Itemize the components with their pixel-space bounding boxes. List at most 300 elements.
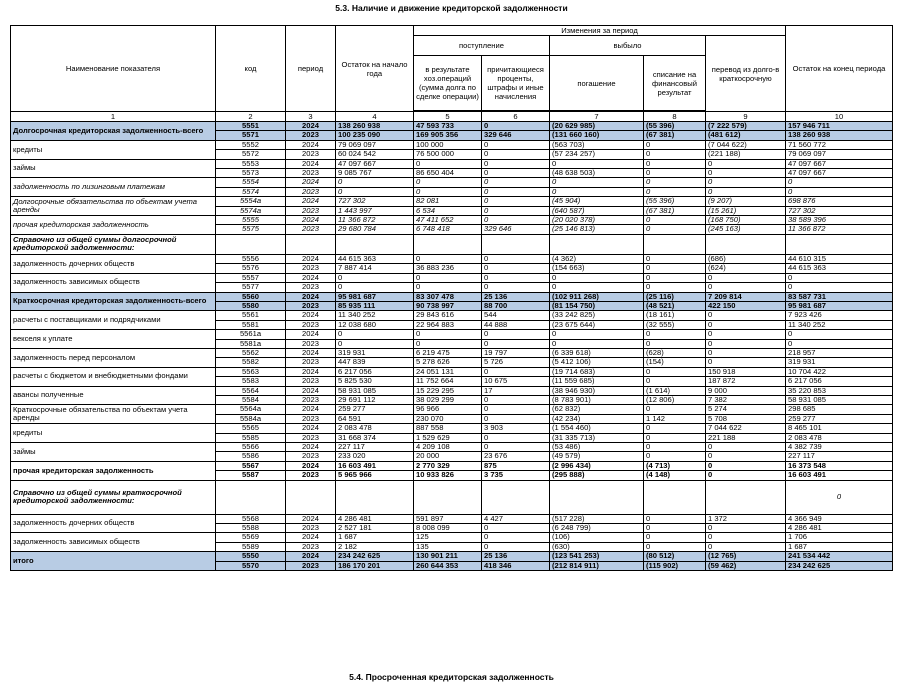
writeoff-cell: (55 396) <box>644 197 706 206</box>
start-balance-cell: 259 277 <box>336 405 414 414</box>
header-name: Наименование показателя <box>11 26 216 112</box>
repayment-cell: (19 714 683) <box>550 367 644 376</box>
period-cell: 2024 <box>286 273 336 282</box>
code-cell: 5569 <box>216 533 286 542</box>
code-cell: 5561a <box>216 330 286 339</box>
writeoff-cell: 0 <box>644 377 706 386</box>
start-balance-cell: 319 931 <box>336 348 414 357</box>
end-balance-cell: 0 <box>786 330 893 339</box>
transfer-cell: 0 <box>706 169 786 178</box>
start-balance-cell: 2 182 <box>336 542 414 551</box>
transfer-cell: 7 382 <box>706 395 786 404</box>
next-section-title: 5.4. Просроченная кредиторская задолженность <box>349 672 554 682</box>
repayment-cell: (8 783 901) <box>550 395 644 404</box>
interest-cell: 0 <box>482 405 550 414</box>
code-cell: 5577 <box>216 283 286 292</box>
end-balance-cell: 0 <box>786 178 893 187</box>
period-cell: 2023 <box>286 358 336 367</box>
end-balance-cell: 4 286 481 <box>786 524 893 533</box>
column-number: 9 <box>706 112 786 122</box>
interest-cell: 0 <box>482 414 550 423</box>
writeoff-cell: 0 <box>644 542 706 551</box>
period-cell: 2024 <box>286 367 336 376</box>
business-ops-cell: 0 <box>414 330 482 339</box>
end-balance-cell: 47 097 667 <box>786 159 893 168</box>
code-cell: 5581a <box>216 339 286 348</box>
empty-cell <box>216 234 286 254</box>
column-number: 3 <box>286 112 336 122</box>
code-cell: 5552 <box>216 140 286 149</box>
period-cell: 2024 <box>286 461 336 470</box>
repayment-cell: (212 814 911) <box>550 561 644 570</box>
repayment-cell: (563 703) <box>550 140 644 149</box>
interest-cell: 25 136 <box>482 292 550 301</box>
start-balance-cell: 227 117 <box>336 443 414 452</box>
code-cell: 5555 <box>216 216 286 225</box>
table-row <box>11 424 893 433</box>
code-cell: 5575 <box>216 225 286 234</box>
business-ops-cell: 260 644 353 <box>414 561 482 570</box>
writeoff-cell: 0 <box>644 339 706 348</box>
repayment-cell: (630) <box>550 542 644 551</box>
transfer-cell: 0 <box>706 452 786 461</box>
code-cell: 5561 <box>216 311 286 320</box>
interest-cell: 3 735 <box>482 471 550 480</box>
table-row <box>11 178 893 187</box>
indicator-name: задолженность по лизинговым платежам <box>11 178 216 197</box>
indicator-name: задолженность дочерних обществ <box>11 254 216 273</box>
repayment-cell: (20 020 378) <box>550 216 644 225</box>
period-cell: 2024 <box>286 533 336 542</box>
repayment-cell: (6 248 799) <box>550 524 644 533</box>
repayment-cell: (1 554 460) <box>550 424 644 433</box>
start-balance-cell: 95 981 687 <box>336 292 414 301</box>
end-balance-cell: 10 704 422 <box>786 367 893 376</box>
code-cell: 5573 <box>216 169 286 178</box>
transfer-cell: (7 044 622) <box>706 140 786 149</box>
start-balance-cell: 727 302 <box>336 197 414 206</box>
code-cell: 5565 <box>216 424 286 433</box>
code-cell: 5574a <box>216 206 286 215</box>
period-cell: 2024 <box>286 330 336 339</box>
period-cell: 2024 <box>286 405 336 414</box>
indicator-name: прочая кредиторская задолженность <box>11 216 216 235</box>
end-balance-cell: 0 <box>786 480 893 514</box>
business-ops-cell: 0 <box>414 178 482 187</box>
indicator-name: Краткосрочная кредиторская задолженность-всего <box>11 292 216 311</box>
writeoff-cell: (4 148) <box>644 471 706 480</box>
start-balance-cell: 233 020 <box>336 452 414 461</box>
period-cell: 2024 <box>286 348 336 357</box>
interest-cell: 0 <box>482 339 550 348</box>
interest-cell: 875 <box>482 461 550 470</box>
repayment-cell: 0 <box>550 187 644 196</box>
empty-cell <box>414 234 482 254</box>
empty-cell <box>286 480 336 514</box>
repayment-cell: (33 242 825) <box>550 311 644 320</box>
end-balance-cell: 227 117 <box>786 452 893 461</box>
transfer-cell: (7 222 579) <box>706 122 786 131</box>
code-cell: 5566 <box>216 443 286 452</box>
writeoff-cell: 0 <box>644 159 706 168</box>
column-number: 8 <box>644 112 706 122</box>
interest-cell: 44 888 <box>482 320 550 329</box>
period-cell: 2023 <box>286 395 336 404</box>
transfer-cell: 0 <box>706 339 786 348</box>
end-balance-cell: 71 560 772 <box>786 140 893 149</box>
period-cell: 2024 <box>286 424 336 433</box>
code-cell: 5554a <box>216 197 286 206</box>
start-balance-cell: 447 839 <box>336 358 414 367</box>
business-ops-cell: 6 219 475 <box>414 348 482 357</box>
repayment-cell: (4 362) <box>550 254 644 263</box>
business-ops-cell: 130 901 211 <box>414 552 482 561</box>
start-balance-cell: 60 024 542 <box>336 150 414 159</box>
start-balance-cell: 0 <box>336 187 414 196</box>
transfer-cell: 0 <box>706 461 786 470</box>
end-balance-cell: 157 946 711 <box>786 122 893 131</box>
header-period: период <box>286 26 336 112</box>
empty-cell <box>336 480 414 514</box>
repayment-cell: (81 154 750) <box>550 301 644 310</box>
writeoff-cell: 0 <box>644 140 706 149</box>
code-cell: 5554 <box>216 178 286 187</box>
writeoff-cell: 0 <box>644 524 706 533</box>
interest-cell: 19 797 <box>482 348 550 357</box>
start-balance-cell: 29 680 784 <box>336 225 414 234</box>
writeoff-cell: (48 521) <box>644 301 706 310</box>
business-ops-cell: 5 278 626 <box>414 358 482 367</box>
writeoff-cell: 0 <box>644 433 706 442</box>
period-cell: 2023 <box>286 433 336 442</box>
start-balance-cell: 234 242 625 <box>336 552 414 561</box>
column-number: 1 <box>11 112 216 122</box>
business-ops-cell: 0 <box>414 159 482 168</box>
repayment-cell: (123 541 253) <box>550 552 644 561</box>
code-cell: 5560 <box>216 292 286 301</box>
business-ops-cell: 591 897 <box>414 514 482 523</box>
transfer-cell: 187 872 <box>706 377 786 386</box>
interest-cell: 0 <box>482 159 550 168</box>
writeoff-cell: 0 <box>644 178 706 187</box>
indicator-name: задолженность зависимых обществ <box>11 273 216 292</box>
end-balance-cell: 1 687 <box>786 542 893 551</box>
business-ops-cell: 90 738 997 <box>414 301 482 310</box>
start-balance-cell: 79 069 097 <box>336 140 414 149</box>
end-balance-cell: 259 277 <box>786 414 893 423</box>
transfer-cell: 150 918 <box>706 367 786 376</box>
end-balance-cell: 4 382 739 <box>786 443 893 452</box>
interest-cell: 0 <box>482 533 550 542</box>
transfer-cell: 1 372 <box>706 514 786 523</box>
table-row <box>11 386 893 395</box>
start-balance-cell: 29 691 112 <box>336 395 414 404</box>
interest-cell: 0 <box>482 542 550 551</box>
repayment-cell: (31 335 713) <box>550 433 644 442</box>
period-cell: 2024 <box>286 514 336 523</box>
interest-cell: 418 346 <box>482 561 550 570</box>
end-balance-cell: 1 706 <box>786 533 893 542</box>
writeoff-cell: 0 <box>644 169 706 178</box>
business-ops-cell: 2 770 329 <box>414 461 482 470</box>
transfer-cell: 422 150 <box>706 301 786 310</box>
empty-cell <box>550 234 644 254</box>
interest-cell: 329 646 <box>482 131 550 140</box>
business-ops-cell: 0 <box>414 273 482 282</box>
repayment-cell: (57 234 257) <box>550 150 644 159</box>
indicator-name: задолженность перед персоналом <box>11 348 216 367</box>
repayment-cell: (102 911 268) <box>550 292 644 301</box>
interest-cell: 0 <box>482 395 550 404</box>
period-cell: 2023 <box>286 206 336 215</box>
transfer-cell: 0 <box>706 273 786 282</box>
period-cell: 2024 <box>286 386 336 395</box>
business-ops-cell: 1 529 629 <box>414 433 482 442</box>
end-balance-cell: 0 <box>786 283 893 292</box>
business-ops-cell: 96 966 <box>414 405 482 414</box>
writeoff-cell: 0 <box>644 264 706 273</box>
transfer-cell: 7 209 814 <box>706 292 786 301</box>
interest-cell: 0 <box>482 169 550 178</box>
transfer-cell: (12 765) <box>706 552 786 561</box>
writeoff-cell: 0 <box>644 225 706 234</box>
code-cell: 5574 <box>216 187 286 196</box>
writeoff-cell: 1 142 <box>644 414 706 423</box>
repayment-cell: (295 888) <box>550 471 644 480</box>
writeoff-cell: (1 614) <box>644 386 706 395</box>
table-row <box>11 216 893 225</box>
repayment-cell: (45 904) <box>550 197 644 206</box>
period-cell: 2023 <box>286 187 336 196</box>
interest-cell: 0 <box>482 140 550 149</box>
transfer-cell: 221 188 <box>706 433 786 442</box>
column-number: 5 <box>414 112 482 122</box>
start-balance-cell: 58 931 085 <box>336 386 414 395</box>
start-balance-cell: 4 286 481 <box>336 514 414 523</box>
business-ops-cell: 29 843 616 <box>414 311 482 320</box>
empty-cell <box>482 234 550 254</box>
code-cell: 5572 <box>216 150 286 159</box>
empty-cell <box>286 234 336 254</box>
end-balance-cell: 11 340 252 <box>786 320 893 329</box>
indicator-name: задолженность зависимых обществ <box>11 533 216 552</box>
writeoff-cell: (80 512) <box>644 552 706 561</box>
table-row <box>11 405 893 414</box>
code-cell: 5553 <box>216 159 286 168</box>
start-balance-cell: 1 443 997 <box>336 206 414 215</box>
repayment-cell: (53 486) <box>550 443 644 452</box>
period-cell: 2023 <box>286 283 336 292</box>
end-balance-cell: 38 589 396 <box>786 216 893 225</box>
writeoff-cell: 0 <box>644 216 706 225</box>
indicator-name: расчеты с бюджетом и внебюджетными фондами <box>11 367 216 386</box>
end-balance-cell: 6 217 056 <box>786 377 893 386</box>
start-balance-cell: 5 825 530 <box>336 377 414 386</box>
interest-cell: 0 <box>482 187 550 196</box>
business-ops-cell: 0 <box>414 254 482 263</box>
indicator-name: займы <box>11 443 216 462</box>
start-balance-cell: 138 260 938 <box>336 122 414 131</box>
interest-cell: 23 676 <box>482 452 550 461</box>
writeoff-cell: 0 <box>644 424 706 433</box>
code-cell: 5563 <box>216 367 286 376</box>
header-business-ops: в результате хоз.операций (сумма долга по сделке операции) <box>414 56 482 111</box>
transfer-cell: 0 <box>706 348 786 357</box>
period-cell: 2024 <box>286 311 336 320</box>
business-ops-cell: 0 <box>414 187 482 196</box>
transfer-cell: (624) <box>706 264 786 273</box>
indicator-name: Долгосрочные обязательства по объектам учета аренды <box>11 197 216 216</box>
indicator-name: векселя к уплате <box>11 330 216 349</box>
header-outgoing: выбыло <box>550 36 706 56</box>
period-cell: 2023 <box>286 339 336 348</box>
reference-row <box>11 234 893 254</box>
reference-label: Справочно из общей суммы долгосрочной кредиторской задолженности: <box>11 234 216 254</box>
interest-cell: 0 <box>482 283 550 292</box>
end-balance-cell: 83 587 731 <box>786 292 893 301</box>
end-balance-cell: 0 <box>786 339 893 348</box>
interest-cell: 0 <box>482 264 550 273</box>
transfer-cell: 7 044 622 <box>706 424 786 433</box>
end-balance-cell: 0 <box>786 187 893 196</box>
code-cell: 5583 <box>216 377 286 386</box>
end-balance-cell: 319 931 <box>786 358 893 367</box>
end-balance-cell: 16 373 548 <box>786 461 893 470</box>
business-ops-cell: 36 883 236 <box>414 264 482 273</box>
header-end-balance: Остаток на конец периода <box>786 26 893 112</box>
repayment-cell: (42 234) <box>550 414 644 423</box>
empty-cell <box>216 480 286 514</box>
transfer-cell: (168 750) <box>706 216 786 225</box>
header-changes: Изменения за период <box>414 26 786 36</box>
repayment-cell: (640 587) <box>550 206 644 215</box>
table-row <box>11 443 893 452</box>
end-balance-cell: 7 923 426 <box>786 311 893 320</box>
empty-cell <box>482 480 550 514</box>
business-ops-cell: 38 029 299 <box>414 395 482 404</box>
business-ops-cell: 169 905 356 <box>414 131 482 140</box>
code-cell: 5562 <box>216 348 286 357</box>
indicator-name: кредиты <box>11 424 216 443</box>
end-balance-cell: 35 220 853 <box>786 386 893 395</box>
start-balance-cell: 5 965 966 <box>336 471 414 480</box>
business-ops-cell: 887 558 <box>414 424 482 433</box>
interest-cell: 0 <box>482 273 550 282</box>
table-row <box>11 348 893 357</box>
start-balance-cell: 16 603 491 <box>336 461 414 470</box>
period-cell: 2023 <box>286 169 336 178</box>
table-row <box>11 273 893 282</box>
code-cell: 5582 <box>216 358 286 367</box>
business-ops-cell: 0 <box>414 283 482 292</box>
writeoff-cell: 0 <box>644 367 706 376</box>
indicator-name: Краткосрочные обязательства по объектам учета аренды <box>11 405 216 424</box>
column-number: 7 <box>550 112 644 122</box>
transfer-cell: 9 000 <box>706 386 786 395</box>
repayment-cell: (49 579) <box>550 452 644 461</box>
table-row <box>11 461 893 470</box>
writeoff-cell: (12 806) <box>644 395 706 404</box>
interest-cell: 0 <box>482 367 550 376</box>
business-ops-cell: 24 051 131 <box>414 367 482 376</box>
code-cell: 5567 <box>216 461 286 470</box>
interest-cell: 0 <box>482 433 550 442</box>
business-ops-cell: 135 <box>414 542 482 551</box>
writeoff-cell: 0 <box>644 150 706 159</box>
code-cell: 5564 <box>216 386 286 395</box>
period-cell: 2024 <box>286 216 336 225</box>
end-balance-cell: 218 957 <box>786 348 893 357</box>
transfer-cell: 0 <box>706 178 786 187</box>
empty-cell <box>706 480 786 514</box>
start-balance-cell: 7 887 414 <box>336 264 414 273</box>
repayment-cell: 0 <box>550 178 644 187</box>
business-ops-cell: 6 748 418 <box>414 225 482 234</box>
start-balance-cell: 11 340 252 <box>336 311 414 320</box>
repayment-cell: (2 996 434) <box>550 461 644 470</box>
business-ops-cell: 4 209 108 <box>414 443 482 452</box>
end-balance-cell: 11 366 872 <box>786 225 893 234</box>
repayment-cell: (517 228) <box>550 514 644 523</box>
period-cell: 2023 <box>286 471 336 480</box>
transfer-cell: 0 <box>706 358 786 367</box>
header-transfer: перевод из долго-в краткосрочную <box>706 36 786 112</box>
repayment-cell: (6 339 618) <box>550 348 644 357</box>
code-cell: 5587 <box>216 471 286 480</box>
period-cell: 2024 <box>286 159 336 168</box>
end-balance-cell: 234 242 625 <box>786 561 893 570</box>
start-balance-cell: 12 038 680 <box>336 320 414 329</box>
transfer-cell: 0 <box>706 159 786 168</box>
business-ops-cell: 100 000 <box>414 140 482 149</box>
empty-cell <box>644 480 706 514</box>
writeoff-cell: (25 116) <box>644 292 706 301</box>
business-ops-cell: 20 000 <box>414 452 482 461</box>
period-cell: 2023 <box>286 225 336 234</box>
business-ops-cell: 15 229 295 <box>414 386 482 395</box>
indicator-name: авансы полученные <box>11 386 216 405</box>
business-ops-cell: 230 070 <box>414 414 482 423</box>
start-balance-cell: 0 <box>336 339 414 348</box>
indicator-name: расчеты с поставщиками и подрядчиками <box>11 311 216 330</box>
end-balance-cell: 16 603 491 <box>786 471 893 480</box>
interest-cell: 0 <box>482 330 550 339</box>
repayment-cell: (5 412 106) <box>550 358 644 367</box>
repayment-cell: (25 146 813) <box>550 225 644 234</box>
period-cell: 2023 <box>286 301 336 310</box>
indicator-name: прочая кредиторская задолженность <box>11 461 216 480</box>
empty-cell <box>550 480 644 514</box>
period-cell: 2024 <box>286 197 336 206</box>
end-balance-cell <box>786 234 893 254</box>
start-balance-cell: 31 668 374 <box>336 433 414 442</box>
interest-cell: 0 <box>482 524 550 533</box>
transfer-cell: (15 261) <box>706 206 786 215</box>
period-cell: 2024 <box>286 552 336 561</box>
code-cell: 5571 <box>216 131 286 140</box>
transfer-cell: 0 <box>706 471 786 480</box>
code-cell: 5564a <box>216 405 286 414</box>
writeoff-cell: (4 713) <box>644 461 706 470</box>
business-ops-cell: 76 500 000 <box>414 150 482 159</box>
end-balance-cell: 79 069 097 <box>786 150 893 159</box>
transfer-cell: 0 <box>706 311 786 320</box>
business-ops-cell: 83 307 478 <box>414 292 482 301</box>
empty-cell <box>336 234 414 254</box>
header-start-balance: Остаток на начало года <box>336 26 414 112</box>
business-ops-cell: 125 <box>414 533 482 542</box>
start-balance-cell: 47 097 667 <box>336 159 414 168</box>
